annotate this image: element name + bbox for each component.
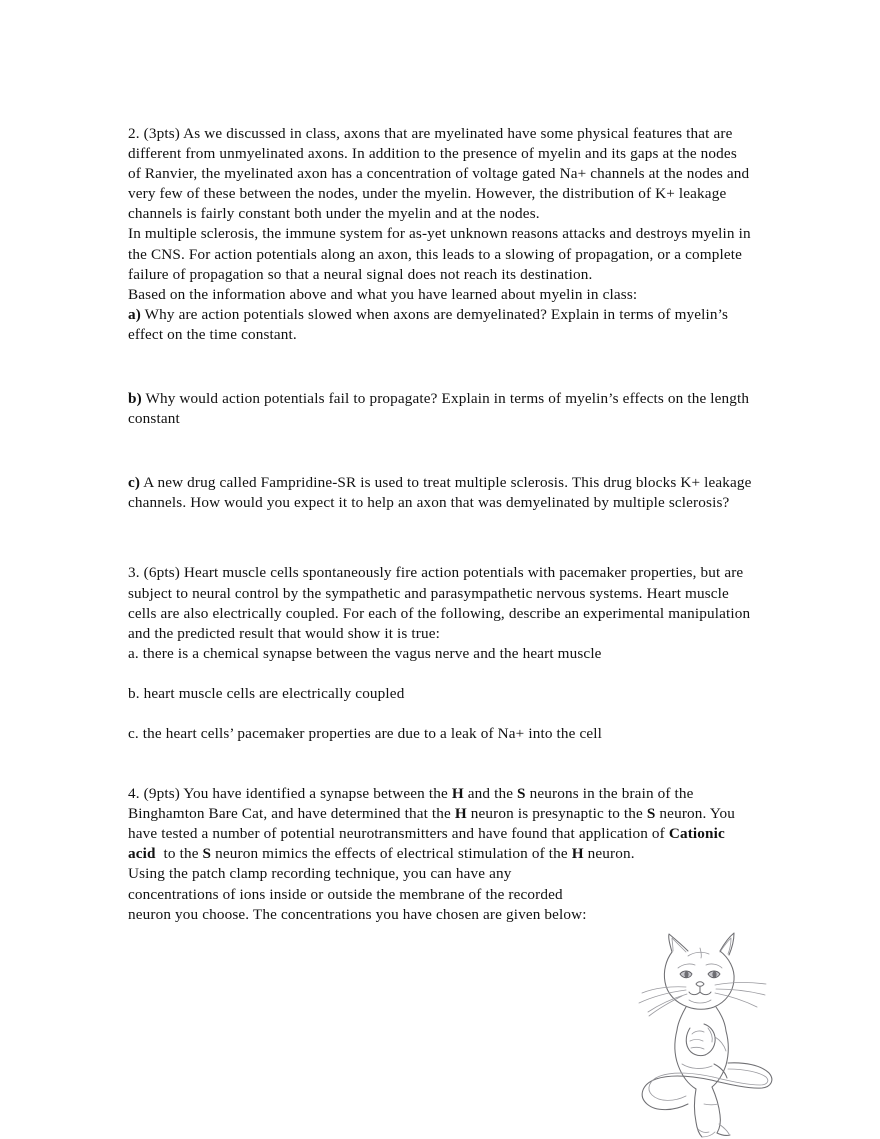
answer-space-2c [128,513,752,563]
emphasis-run: S [646,805,656,823]
question-3-part-a [128,644,752,664]
answer-space-3b [128,704,752,724]
question-2-instruction-line [128,285,752,305]
emphasis-run: b) [128,390,142,408]
text-run: Why would action potentials fail to propagate? Explain in terms of myelin’s effects on the length constant [128,390,754,428]
text-run: 2. (3pts) As we discussed in class, axons that are myelinated have some physical features that are different from unmyelinated axons. In addition to the presence of myelin and its gaps at the nodes of Ranvier, the myelinated axon has a concentration of voltage gated Na+ channels at the nodes and very few of these between the nodes, under the myelin. However, the distribution of K+ leakage channels is fairly constant both under the myelin and at the nodes. [128,125,754,223]
question-2-intro-paragraph-1 [128,124,752,224]
text-run: 4. (9pts) You have identified a synapse between the [128,785,452,803]
bare-cat-sketch [616,924,792,1139]
question-2-part-a [128,305,752,345]
question-2-part-c [128,473,756,513]
text-run: neuron is presynaptic to the [466,805,647,823]
answer-space-2a [128,345,752,389]
text-run: Using the patch clamp recording technique, you can have any concentrations of ions inside or outside the membrane of the recorded neuron you choose. The concentrations you have chosen are given below: [128,865,587,923]
question-2 [128,124,756,513]
emphasis-run: S [517,785,526,803]
emphasis-run: H [451,785,464,803]
question-3-part-b [128,684,752,704]
answer-space-3c [128,744,752,784]
text-run: neurons in the brain of the Binghamton Bare Cat, and have determined that the [128,785,698,823]
text-run: 3. (6pts) Heart muscle cells spontaneously fire action potentials with pacemaker properties, but are subject to neural control by the sympathetic and parasympathetic nervous systems. Heart muscle cells are also electrically coupled. For each of the following, describe an experimental manipulation and the predicted result that would show it is true: [128,564,755,642]
text-run: In multiple sclerosis, the immune system for as-yet unknown reasons attacks and destroys myelin in the CNS. For action potentials along an axon, this leads to a slowing of propagation, or a complete failure of propagation so that a neural signal does not reach its destination. [128,225,755,283]
text-run: A new drug called Fampridine-SR is used to treat multiple sclerosis. This drug blocks K+ leakage channels. How would you expect it to help an axon that was demyelinated by multiple sclerosis? [128,474,756,512]
emphasis-run: H [571,845,584,863]
emphasis-run: a) [128,305,141,323]
emphasis-run: c) [128,474,141,492]
text-run: to the [155,845,203,863]
question-4-intro-paragraph [128,784,752,864]
text-run: b. heart muscle cells are electrically coupled [128,684,405,702]
text-run: a. there is a chemical synapse between the vagus nerve and the heart muscle [128,644,602,662]
question-3-intro-paragraph [128,563,755,643]
answer-space-2b [128,429,752,473]
emphasis-run: H [454,805,467,823]
question-3 [128,563,755,744]
text-run: c. the heart cells’ pacemaker properties are due to a leak of Na+ into the cell [128,724,603,742]
emphasis-run: Cationic acid [128,825,729,863]
question-2-part-b [128,389,752,429]
text-run: neuron. You have tested a number of potential neurotransmitters and have found that application of [128,805,739,843]
question-2-intro-paragraph-2 [128,224,755,284]
document-text-column [128,124,756,925]
question-4-patch-clamp-paragraph [128,864,598,924]
text-run: neuron. [583,845,635,863]
text-run: neuron mimics the effects of electrical stimulation of the [211,845,572,863]
emphasis-run: S [202,845,212,863]
text-run: Why are action potentials slowed when axons are demyelinated? Explain in terms of myelin’s effect on the time constant. [128,305,733,343]
text-run: and the [463,785,518,803]
question-4 [128,784,752,925]
text-run: Based on the information above and what you have learned about myelin in class: [128,285,638,303]
question-3-part-c [128,724,752,744]
answer-space-3a [128,664,752,684]
bare-cat-sketch-svg [616,924,792,1139]
